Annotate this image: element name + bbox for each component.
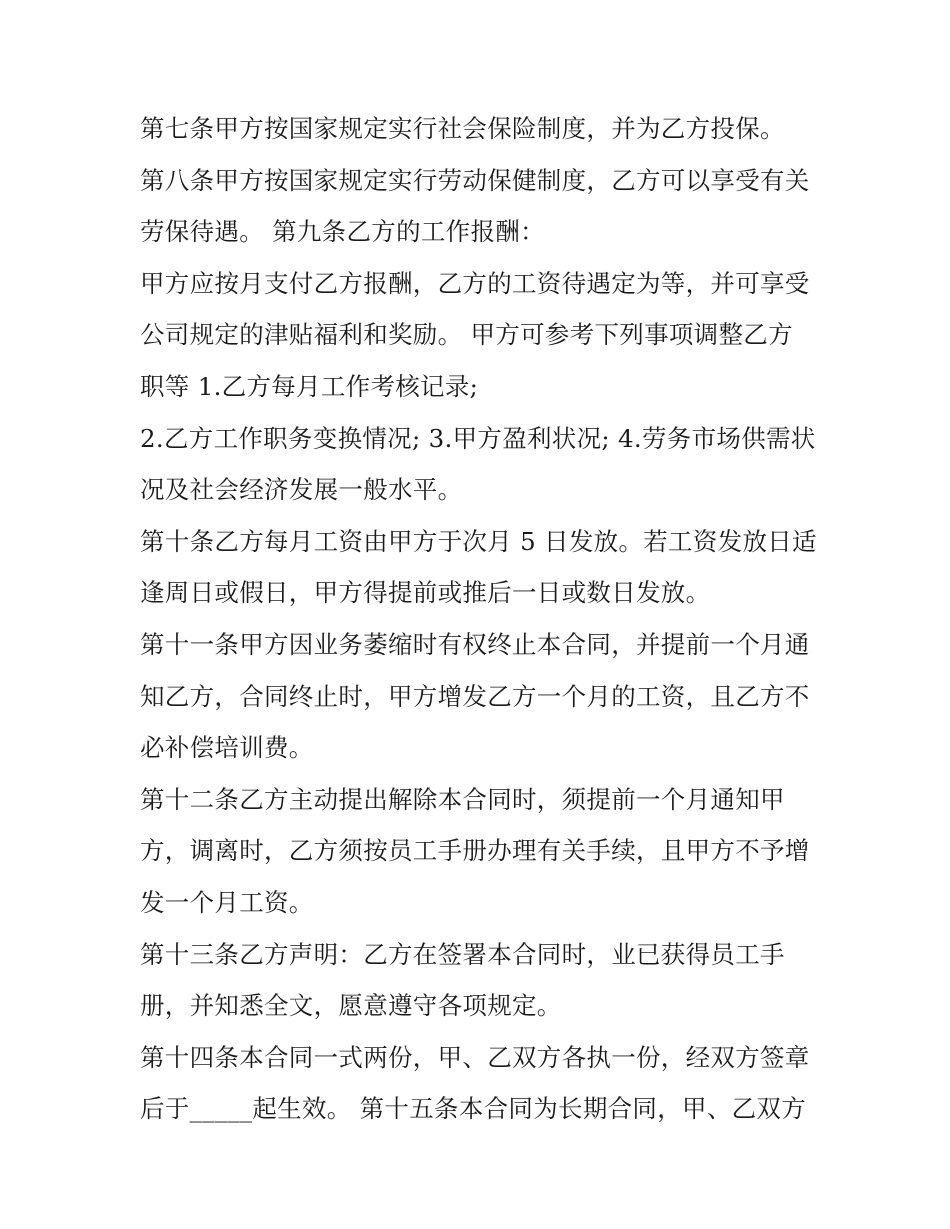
text-line: 第十三条乙方声明：乙方在签署本合同时，业已获得员工手 [140, 939, 785, 969]
text-line: 职等 1.乙方每月工作考核记录; [140, 371, 479, 401]
text-line: 第十四条本合同一式两份，甲、乙双方各执一份，经双方签章 [140, 1042, 810, 1072]
text-line: 方，调离时，乙方须按员工手册办理有关手续，且甲方不予增 [140, 836, 810, 866]
text-line: 甲方应按月支付乙方报酬，乙方的工资待遇定为等，并可享受 [140, 268, 810, 298]
text-line: 发一个月工资。 [140, 887, 314, 917]
text-line: 册，并知悉全文，愿意遵守各项规定。 [140, 991, 562, 1021]
text-line: 后于_____起生效。 第十五条本合同为长期合同，甲、乙双方 [140, 1094, 807, 1124]
text-line: 逢周日或假日，甲方得提前或推后一日或数日发放。 [140, 578, 711, 608]
text-line: 况及社会经济发展一般水平。 [140, 475, 463, 505]
text-line: 必补偿培训费。 [140, 733, 314, 763]
text-line: 知乙方，合同终止时，甲方增发乙方一个月的工资，且乙方不 [140, 681, 810, 711]
text-line: 第十条乙方每月工资由甲方于次月 5 日发放。若工资发放日适 [140, 526, 817, 556]
document-body [140, 103, 820, 1135]
text-line: 第七条甲方按国家规定实行社会保险制度，并为乙方投保。 [140, 114, 785, 143]
text-line: 劳保待遇。 第九条乙方的工作报酬： [140, 217, 545, 247]
text-line: 2.乙方工作职务变换情况; 3.甲方盈利状况; 4.劳务市场供需状 [140, 423, 816, 453]
text-line: 公司规定的津贴福利和奖励。 甲方可参考下列事项调整乙方 [140, 320, 793, 350]
contract-text [140, 103, 820, 1135]
text-line: 第八条甲方按国家规定实行劳动保健制度，乙方可以享受有关 [140, 165, 810, 195]
text-line: 第十一条甲方因业务萎缩时有权终止本合同，并提前一个月通 [140, 629, 810, 659]
text-line: 第十二条乙方主动提出解除本合同时，须提前一个月通知甲 [140, 784, 785, 814]
